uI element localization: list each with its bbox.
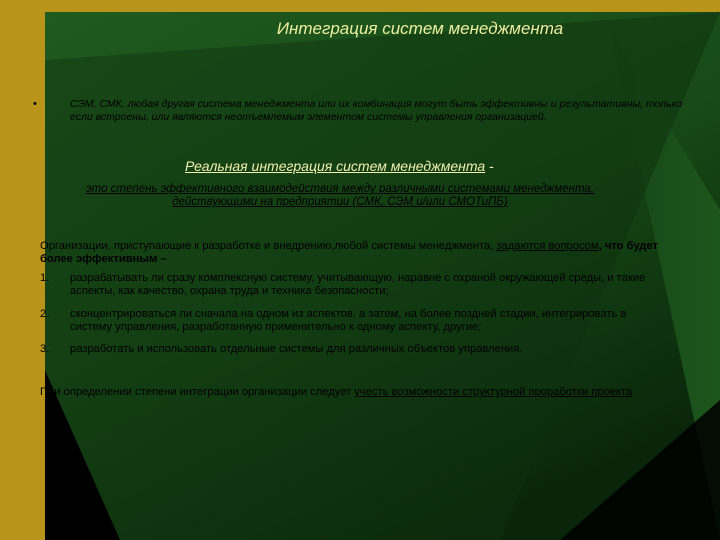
list-item-text: разрабатывать ли сразу комплексную систему, учитывающую, наравне с охраной окружающей среды, и такие аспекты, как качество, охрана труда и техника безопасности; bbox=[70, 272, 646, 297]
subheading bbox=[185, 158, 494, 174]
intro-part1: Организации, приступающие к разработке и внедрению,любой системы менеджмента, bbox=[40, 240, 497, 252]
subheading-dash: - bbox=[485, 158, 494, 174]
intro-underlined: задаются вопросом bbox=[496, 240, 599, 252]
list-item-text: сконцентрироваться ли сначала на одном из аспектов, а затем, на более поздней стадии, интегрировать в систему управления, разработанную применительно к одному аспекту, другие; bbox=[70, 308, 627, 333]
footer-part1: При определении степени интеграции организации следует bbox=[40, 386, 355, 398]
list-item-text: разработать и использовать отдельные системы для различных объектов управления. bbox=[70, 343, 523, 355]
gold-top-panel bbox=[0, 0, 720, 12]
bullet-marker: • bbox=[33, 98, 37, 110]
list-item-number: 3. bbox=[40, 343, 50, 355]
definition-text: это степень эффективного взаимодействия между различными системами менеджмента, действующими на предприятии (СМК, СЭМ и/или СМОТиПБ) bbox=[85, 183, 594, 208]
subheading-text: Реальная интеграция систем менеджмента bbox=[185, 158, 486, 174]
footer-underlined: учесть возможности структурной проработки проекта bbox=[354, 386, 633, 398]
list-item-number: 1. bbox=[40, 272, 50, 284]
intro-paragraph bbox=[40, 240, 660, 266]
intro-bold: , что будет более эффективным – bbox=[40, 240, 658, 265]
slide-title: Интеграция систем менеджмента bbox=[276, 19, 564, 38]
gold-left-panel bbox=[0, 0, 45, 540]
list-item-number: 2. bbox=[40, 308, 50, 320]
footer-paragraph bbox=[40, 386, 640, 399]
bullet-text: СЭМ, СМК, любая другая система менеджмента или их комбинация могут быть эффективны и результативны, только если встроены, или являются неотъемлемым элементом системы управления организацией. bbox=[70, 98, 683, 123]
